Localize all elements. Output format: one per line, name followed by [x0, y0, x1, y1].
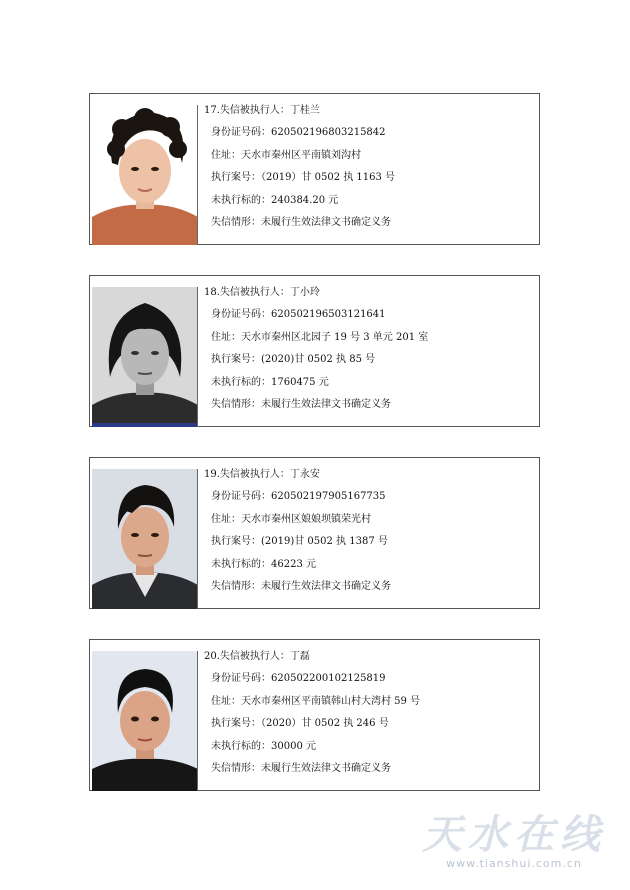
portrait-photo-icon — [92, 469, 198, 609]
address-line: 住址：天水市秦州区平南镇刘沟村 — [211, 149, 361, 161]
portrait-photo-icon — [92, 287, 198, 427]
address-line: 住址：天水市秦州区娘娘坝镇荣光村 — [211, 513, 371, 525]
case-line: 执行案号：（2020）甘 0502 执 246 号 — [211, 718, 389, 730]
id-line: 身份证号码：620502196503121641 — [211, 309, 386, 321]
id-line: 身份证号码：620502197905167735 — [211, 491, 386, 503]
person-line: 20.失信被执行人：丁磊 — [204, 651, 310, 662]
portrait-photo-17 — [92, 105, 198, 245]
case-line: 执行案号：(2020)甘 0502 执 85 号 — [211, 354, 376, 366]
record-info-18 — [204, 282, 535, 416]
portrait-photo-20 — [92, 651, 198, 791]
situation-line: 失信情形：未履行生效法律文书确定义务 — [211, 399, 391, 411]
amount-line: 未执行标的：30000 元 — [211, 740, 316, 752]
watermark-logo-text: 天水在线 — [422, 812, 606, 858]
portrait-photo-19 — [92, 469, 198, 609]
watermark-url: www.tianshui.com.cn — [446, 857, 582, 870]
portrait-photo-icon — [92, 651, 198, 791]
record-card-20 — [89, 639, 540, 791]
record-info-19 — [204, 464, 535, 598]
id-line: 身份证号码：620502200102125819 — [211, 673, 386, 685]
situation-line: 失信情形：未履行生效法律文书确定义务 — [211, 581, 391, 593]
address-line: 住址：天水市秦州区平南镇韩山村大湾村 59 号 — [211, 695, 421, 707]
amount-line: 未执行标的：240384.20 元 — [211, 194, 339, 206]
amount-line: 未执行标的：1760475 元 — [211, 376, 329, 388]
record-card-17 — [89, 93, 540, 245]
record-card-19 — [89, 457, 540, 609]
person-line: 19.失信被执行人：丁永安 — [204, 469, 320, 480]
case-line: 执行案号：（2019）甘 0502 执 1163 号 — [211, 172, 396, 184]
person-line: 18.失信被执行人：丁小玲 — [204, 287, 320, 298]
address-line: 住址：天水市秦州区北园子 19 号 3 单元 201 室 — [211, 331, 429, 343]
record-info-17 — [204, 100, 535, 234]
portrait-photo-18 — [92, 287, 198, 427]
situation-line: 失信情形：未履行生效法律文书确定义务 — [211, 217, 391, 229]
watermark — [422, 813, 606, 870]
record-info-20 — [204, 646, 535, 780]
id-line: 身份证号码：620502196803215842 — [211, 127, 386, 139]
case-line: 执行案号：(2019)甘 0502 执 1387 号 — [211, 536, 388, 548]
person-line: 17.失信被执行人：丁桂兰 — [204, 105, 320, 116]
portrait-photo-icon — [92, 105, 198, 245]
amount-line: 未执行标的：46223 元 — [211, 558, 316, 570]
record-card-18 — [89, 275, 540, 427]
situation-line: 失信情形：未履行生效法律文书确定义务 — [211, 763, 391, 775]
